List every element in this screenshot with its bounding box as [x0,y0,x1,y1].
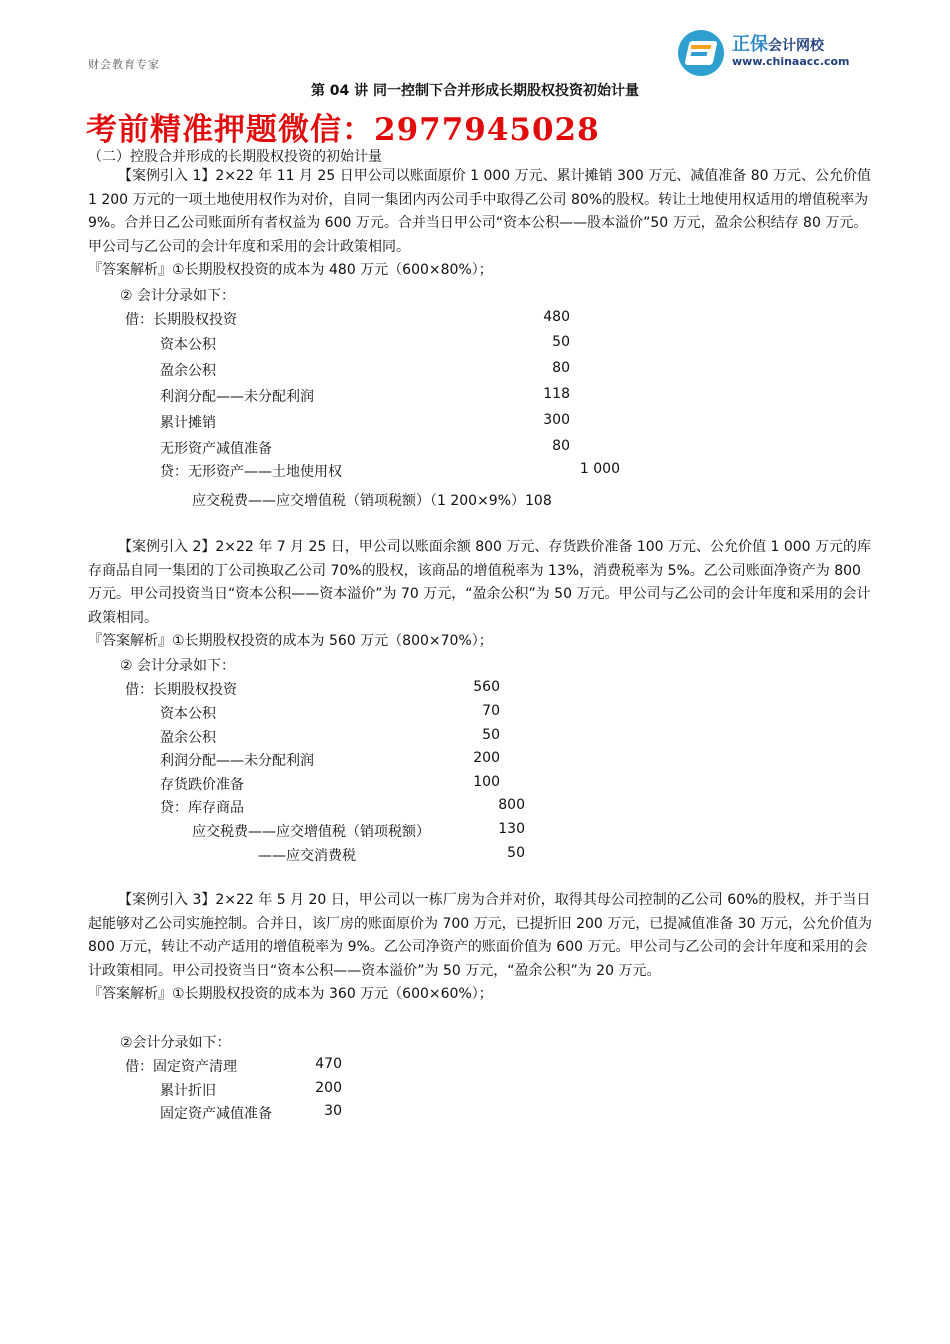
case1-entries-intro: ② 会计分录如下： [120,288,236,304]
journal-amount: 560 [473,679,500,695]
journal-line: 应交税费——应交增值税（销项税额）（1 200×9%）108 [192,493,552,509]
case3-answer: 『答案解析』①长期股权投资的成本为 360 万元（600×60%）； [88,986,493,1002]
journal-amount: 200 [315,1080,342,1096]
journal-line: 盈余公积 [160,730,216,746]
case1-block [88,165,878,283]
journal-amount: 1 000 [579,461,620,477]
case2-block [88,536,878,654]
case2-entries-intro: ② 会计分录如下： [120,658,236,674]
logo-url: www.chinaacc.com [732,55,850,68]
journal-line: 利润分配——未分配利润 [160,389,314,405]
journal-amount: 800 [498,797,525,813]
journal-amount: 50 [552,334,570,350]
journal-amount: 470 [315,1056,342,1072]
journal-line: 无形资产减值准备 [160,441,272,457]
lecture-title: 第 04 讲 同一控制下合并形成长期股权投资初始计量 [310,83,640,99]
journal-line: 贷：无形资产——土地使用权 [160,464,342,480]
journal-line: 资本公积 [160,337,216,353]
section-title: （二）控股合并形成的长期股权投资的初始计量 [88,149,382,165]
journal-amount: 80 [552,360,570,376]
case2-text: 【案例引入 2】2×22 年 7 月 25 日，甲公司以账面余额 800 万元、存货跌价准备 100 万元、公允价值 1 000 万元的库存商品自同一集团的丁公司换取乙公司 70%的股权，该商品的增值税率为 13%，消费税率为 5%。乙公司账面净资产为 800 万元。甲公司投资当日“资本公积——资本溢价”为 70 万元，“盈余公积”为 50 万元。甲公司与乙公司的会计年度和采用的会计政策相同。 [88,539,872,626]
journal-line: 资本公积 [160,706,216,722]
journal-amount: 70 [482,703,500,719]
journal-line: 应交税费——应交增值税（销项税额） [192,824,430,840]
case1-answer: 『答案解析』①长期股权投资的成本为 480 万元（600×80%）； [88,262,493,278]
journal-amount: 118 [543,386,570,402]
journal-line: ——应交消费税 [258,848,356,864]
journal-line: 利润分配——未分配利润 [160,753,314,769]
journal-line: 借：固定资产清理 [125,1059,237,1075]
journal-line: 存货跌价准备 [160,777,244,793]
journal-amount: 30 [324,1103,342,1119]
logo-emblem-icon [678,30,724,76]
case3-text: 【案例引入 3】2×22 年 5 月 20 日，甲公司以一栋厂房为合并对价，取得其母公司控制的乙公司 60%的股权，并于当日起能够对乙公司实施控制。合并日，该厂房的账面原价为 700 万元，已提折旧 200 万元，已提减值准备 30 万元，公允价值为 800 万元，转让不动产适用的增值税率为 9%。乙公司净资产的账面价值为 600 万元。甲公司与乙公司的会计年度和采用的会计政策相同。甲公司投资当日“资本公积——资本溢价”为 50 万元，“盈余公积”为 20 万元。 [88,892,872,979]
journal-amount: 130 [498,821,525,837]
header-tagline: 财会教育专家 [88,58,160,71]
journal-amount: 300 [543,412,570,428]
journal-amount: 80 [552,438,570,454]
journal-amount: 50 [482,727,500,743]
journal-amount: 50 [507,845,525,861]
case2-answer: 『答案解析』①长期股权投资的成本为 560 万元（800×70%）； [88,633,493,649]
journal-line: 累计折旧 [160,1083,216,1099]
case3-entries-intro: ②会计分录如下： [120,1035,231,1051]
journal-line: 借：长期股权投资 [125,312,237,328]
promo-banner: 考前精准押题微信：2977945028 [86,112,600,148]
journal-line: 固定资产减值准备 [160,1106,272,1122]
journal-line: 借：长期股权投资 [125,682,237,698]
logo-name: 正保会计网校 [732,34,824,55]
journal-amount: 200 [473,750,500,766]
journal-line: 贷：库存商品 [160,800,244,816]
journal-line: 累计摊销 [160,415,216,431]
journal-line: 盈余公积 [160,363,216,379]
journal-amount: 100 [473,774,500,790]
journal-amount: 480 [543,309,570,325]
case1-text: 【案例引入 1】2×22 年 11 月 25 日甲公司以账面原价 1 000 万元、累计摊销 300 万元、减值准备 80 万元、公允价值 1 200 万元的一项土地使用权作为对价，自同一集团内丙公司手中取得乙公司 80%的股权。转让土地使用权适用的增值税率为 9%。合并日乙公司账面所有者权益为 600 万元。合并当日甲公司“资本公积——股本溢价”50 万元，盈余公积结存 80 万元。甲公司与乙公司的会计年度和采用的会计政策相同。 [88,168,872,255]
case3-block [88,889,878,1007]
